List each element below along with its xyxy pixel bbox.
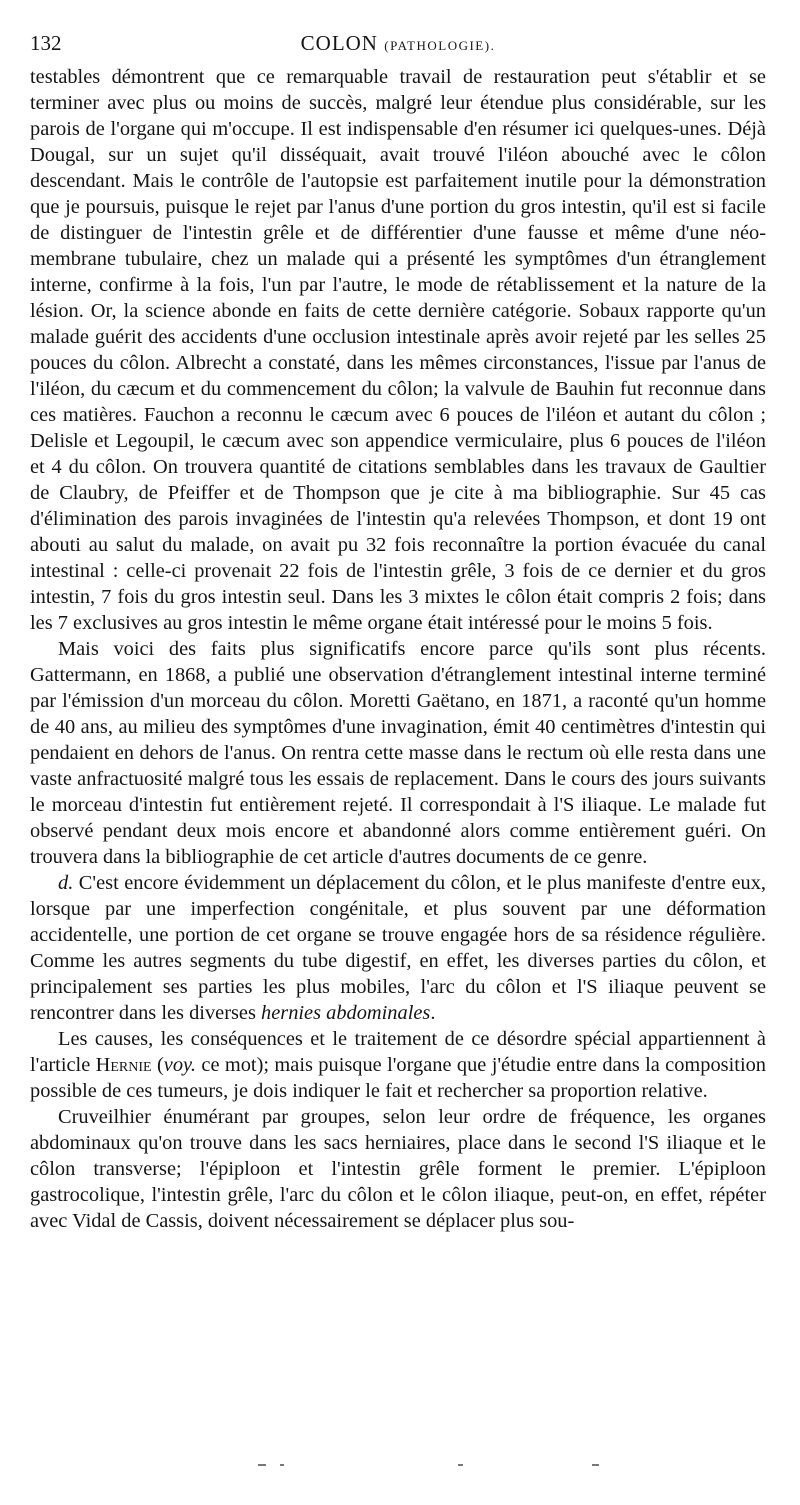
- text-run: Cruveilhier énumérant par groupes, selon leur ordre de fréquence, les organes abdominaux qu'on trouve dans les sacs herniaires, place dans le second l'S iliaque et le côlon transverse; l'épiploon et l'intestin grêle forment le premier. L'épiploon gastrocolique, l'intestin grêle, l'arc du côlon et le côlon iliaque, peut-on, en effet, répéter avec Vidal de Cassis, doivent nécessairement se déplacer plus sou-: [30, 1106, 766, 1232]
- running-title-main: COLON: [300, 31, 378, 55]
- italic-text: voy.: [163, 1054, 197, 1076]
- margin-speck: [280, 1464, 284, 1466]
- text-run: ce mot); mais puisque l'organe que j'étudie entre dans la composition possible de ces tumeurs, je dois indiquer le fait et rechercher sa proportion relative.: [30, 1054, 767, 1102]
- bottom-margin-marks: [0, 1460, 800, 1470]
- running-title-parenthetical: (PATHOLOGIE).: [384, 38, 496, 53]
- paragraph: [30, 636, 766, 870]
- text-run: testables démontrent que ce remarquable travail de restauration peut s'établir et se terminer avec plus ou moins de succès, malgré leur étendue plus considérable, sur les parois de l'organe qui m'occupe. Il est indispensable d'en résumer ici quelques-unes. Déjà Dougal, sur un sujet qu'il disséquait, avait trouvé l'iléon abouché avec le côlon descendant. Mais le contrôle de l'autopsie est parfaitement inutile pour la démonstration que je poursuis, puisque le rejet par l'anus d'une portion du gros intestin, qu'il est si facile de distinguer de l'intestin grêle et de différentier d'une fausse et même d'une néo-membrane tubulaire, chez un malade qui a présenté les symptômes d'un étranglement interne, confirme à la fois, l'un par l'autre, le mode de rétablissement et la nature de la lésion. Or, la science abonde en faits de cette dernière catégorie. Sobaux rapporte qu'un malade guérit des accidents d'une occlusion intestinale après avoir rejeté par les selles 25 pouces du côlon. Albrecht a constaté, dans les mêmes circonstances, l'issue par l'anus de l'iléon, du cæcum et du commencement du côlon; la valvule de Bauhin fut reconnue dans ces matières. Fauchon a reconnu le cæcum avec 6 pouces de l'iléon et autant du côlon ; Delisle et Legoupil, le cæcum avec son appendice vermiculaire, plus 6 pouces de l'iléon et 4 du côlon. On trouvera quantité de citations semblables dans les travaux de Gaultier de Claubry, de Pfeiffer et de Thompson que je cite à ma bibliographie. Sur 45 cas d'élimination des parois invaginées de l'intestin qu'a relevées Thompson, et dont 19 ont abouti au salut du malade, on avait pu 32 fois reconnaître la portion évacuée du canal intestinal : celle-ci provenait 22 fois de l'intestin grêle, 3 fois de ce dernier et du gros intestin, 7 fois du gros intestin seul. Dans les 3 mixtes le côlon était compris 2 fois; dans les 7 exclusives au gros intestin le même organe était intéressé pour le moins 5 fois.: [30, 66, 766, 634]
- running-head: [30, 28, 766, 58]
- book-page: [30, 28, 766, 1234]
- page-number: 132: [30, 31, 62, 55]
- margin-speck: [458, 1464, 463, 1466]
- small-caps-text: Hernie: [95, 1054, 152, 1076]
- paragraph: [30, 870, 766, 1026]
- paragraph: [30, 1104, 766, 1234]
- text-run: .: [430, 1002, 436, 1024]
- text-run: Les causes, les conséquences et le traitement de ce désordre spécial appartiennent à l'article: [30, 1028, 766, 1076]
- margin-speck: [258, 1464, 266, 1466]
- text-run: C'est encore évidemment un déplacement du côlon, et le plus manifeste d'entre eux, lorsque par une imperfection congénitale, et plus souvent par une déformation accidentelle, une portion de cet organe se trouve engagée hors de sa résidence régulière. Comme les autres segments du tube digestif, en effet, les diverses parties du côlon, et principalement ses parties les plus mobiles, l'arc du côlon et l'S iliaque peuvent se rencontrer dans les diverses: [30, 872, 766, 1024]
- paragraph: [30, 64, 766, 636]
- paragraph: [30, 1026, 766, 1104]
- running-title: [30, 28, 766, 61]
- body-text: [30, 64, 766, 1234]
- margin-speck: [592, 1464, 599, 1466]
- text-run: Mais voici des faits plus significatifs encore parce qu'ils sont plus récents. Gattermann, en 1868, a publié une observation d'étranglement intestinal interne terminé par l'émission d'un morceau du côlon. Moretti Gaëtano, en 1871, a raconté qu'un homme de 40 ans, au milieu des symptômes d'une invagination, émit 40 centimètres d'intestin qui pendaient en dehors de l'anus. On rentra cette masse dans le rectum où elle resta dans une vaste anfractuosité malgré tous les essais de replacement. Dans le cours des jours suivants le morceau d'intestin fut entièrement rejeté. Il correspondait à l'S iliaque. Le malade fut observé pendant deux mois encore et abandonné alors comme entièrement guéri. On trouvera dans la bibliographie de cet article d'autres documents de ce genre.: [30, 638, 766, 868]
- italic-text: hernies abdominales: [261, 1002, 431, 1024]
- text-run: (: [151, 1054, 164, 1076]
- italic-text: d.: [58, 872, 74, 894]
